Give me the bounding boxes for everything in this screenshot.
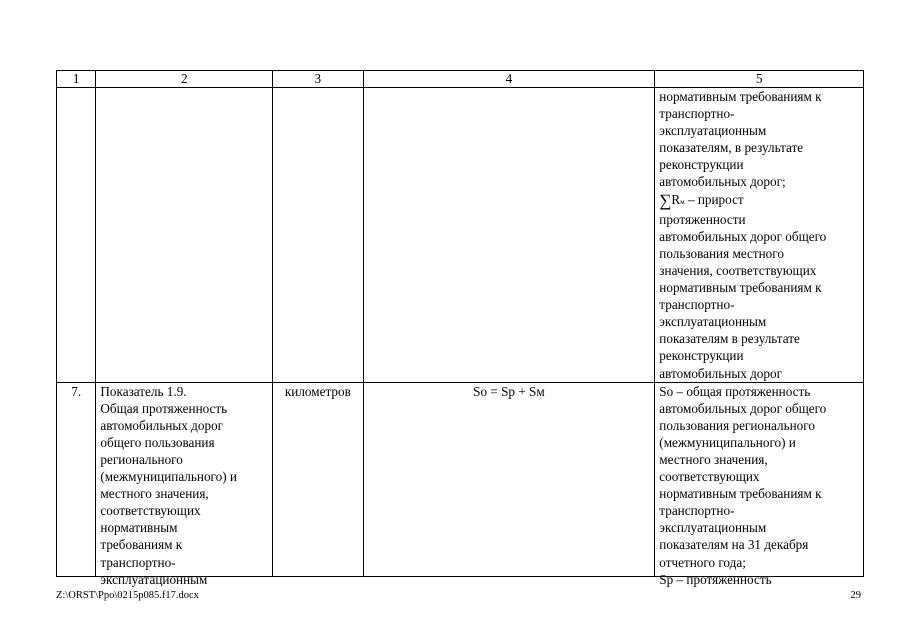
- text-line: требованиям к: [100, 537, 183, 553]
- text-line: показателям, в результате: [659, 140, 804, 156]
- footer-file-path: Z:\ORST\Ppo\0215p085.f17.docx: [56, 590, 199, 601]
- text-line: соответствующих: [100, 503, 201, 519]
- text-line: транспортно-: [659, 106, 735, 122]
- document-table: [56, 70, 864, 587]
- sum-formula-line: [659, 191, 859, 211]
- text-line: эксплуатационным: [659, 123, 767, 139]
- text-line: транспортно-: [100, 554, 176, 570]
- text-line: нормативным требованиям к: [659, 280, 822, 296]
- cell-empty: [363, 88, 655, 383]
- text-line: Общая протяженность: [100, 400, 228, 416]
- table-row-7: [57, 382, 864, 576]
- sum-subscript: м: [680, 197, 685, 206]
- text-line: местного значения,: [100, 486, 209, 502]
- table-header-row: [57, 71, 864, 88]
- text-line: автомобильных дорог: [100, 417, 224, 433]
- text-line: транспортно-: [659, 503, 735, 519]
- cell-formula: So = Sp + Sм: [363, 382, 655, 576]
- text-line: пользования местного: [659, 245, 784, 261]
- cell-empty: [273, 88, 363, 383]
- cell-empty: [96, 88, 273, 383]
- cell-empty: [57, 88, 96, 383]
- sum-symbol: ∑: [659, 190, 672, 210]
- text-line: эксплуатационным: [659, 314, 767, 330]
- cell-unit: километров: [273, 382, 363, 576]
- text-line: автомобильных дорог;: [659, 174, 786, 190]
- text-line: нормативным требованиям к: [659, 486, 822, 502]
- text-line: автомобильных дорог общего: [659, 228, 827, 244]
- header-col-2: 2: [96, 71, 273, 88]
- text-line: So – общая протяженность: [659, 383, 811, 399]
- header-col-5: 5: [655, 71, 864, 88]
- text-line: эксплуатационным: [100, 571, 208, 587]
- text-line: Показатель 1.9.: [100, 383, 187, 399]
- sum-text: – прирост: [684, 191, 744, 207]
- text-line: соответствующих: [659, 469, 760, 485]
- text-line: протяженности: [659, 211, 746, 227]
- text-line: автомобильных дорог: [659, 365, 782, 381]
- header-col-3: 3: [273, 71, 363, 88]
- text-line: нормативным: [100, 520, 178, 536]
- text-line: (межмуниципального) и: [100, 469, 237, 485]
- text-line: автомобильных дорог общего: [659, 400, 827, 416]
- text-line: пользования регионального: [659, 417, 815, 433]
- text-line: показателям в результате: [659, 331, 800, 347]
- text-line: Sp – протяженность: [659, 571, 772, 587]
- text-line: реконструкции: [659, 157, 744, 173]
- header-col-4: 4: [363, 71, 655, 88]
- text-line: общего пользования: [100, 434, 215, 450]
- text-line: эксплуатационным: [659, 520, 767, 536]
- cell-indicator-name: [96, 382, 273, 587]
- text-line: нормативным требованиям к: [659, 89, 822, 104]
- text-line: показателям на 31 декабря: [659, 537, 809, 553]
- text-line: отчетного года;: [659, 554, 746, 570]
- text-line: реконструкции: [659, 348, 744, 364]
- table-row-continued: [57, 88, 864, 383]
- page-number: 29: [850, 590, 861, 601]
- sum-variable: R: [671, 191, 681, 207]
- cell-description: [655, 382, 864, 587]
- text-line: значения, соответствующих: [659, 262, 817, 278]
- cell-description-continued: [655, 88, 864, 383]
- text-line: транспортно-: [659, 297, 735, 313]
- header-col-1: 1: [57, 71, 96, 88]
- text-line: (межмуниципального) и: [659, 434, 796, 450]
- cell-row-number: 7.: [57, 382, 96, 576]
- text-line: регионального: [100, 451, 183, 467]
- text-line: местного значения,: [659, 451, 768, 467]
